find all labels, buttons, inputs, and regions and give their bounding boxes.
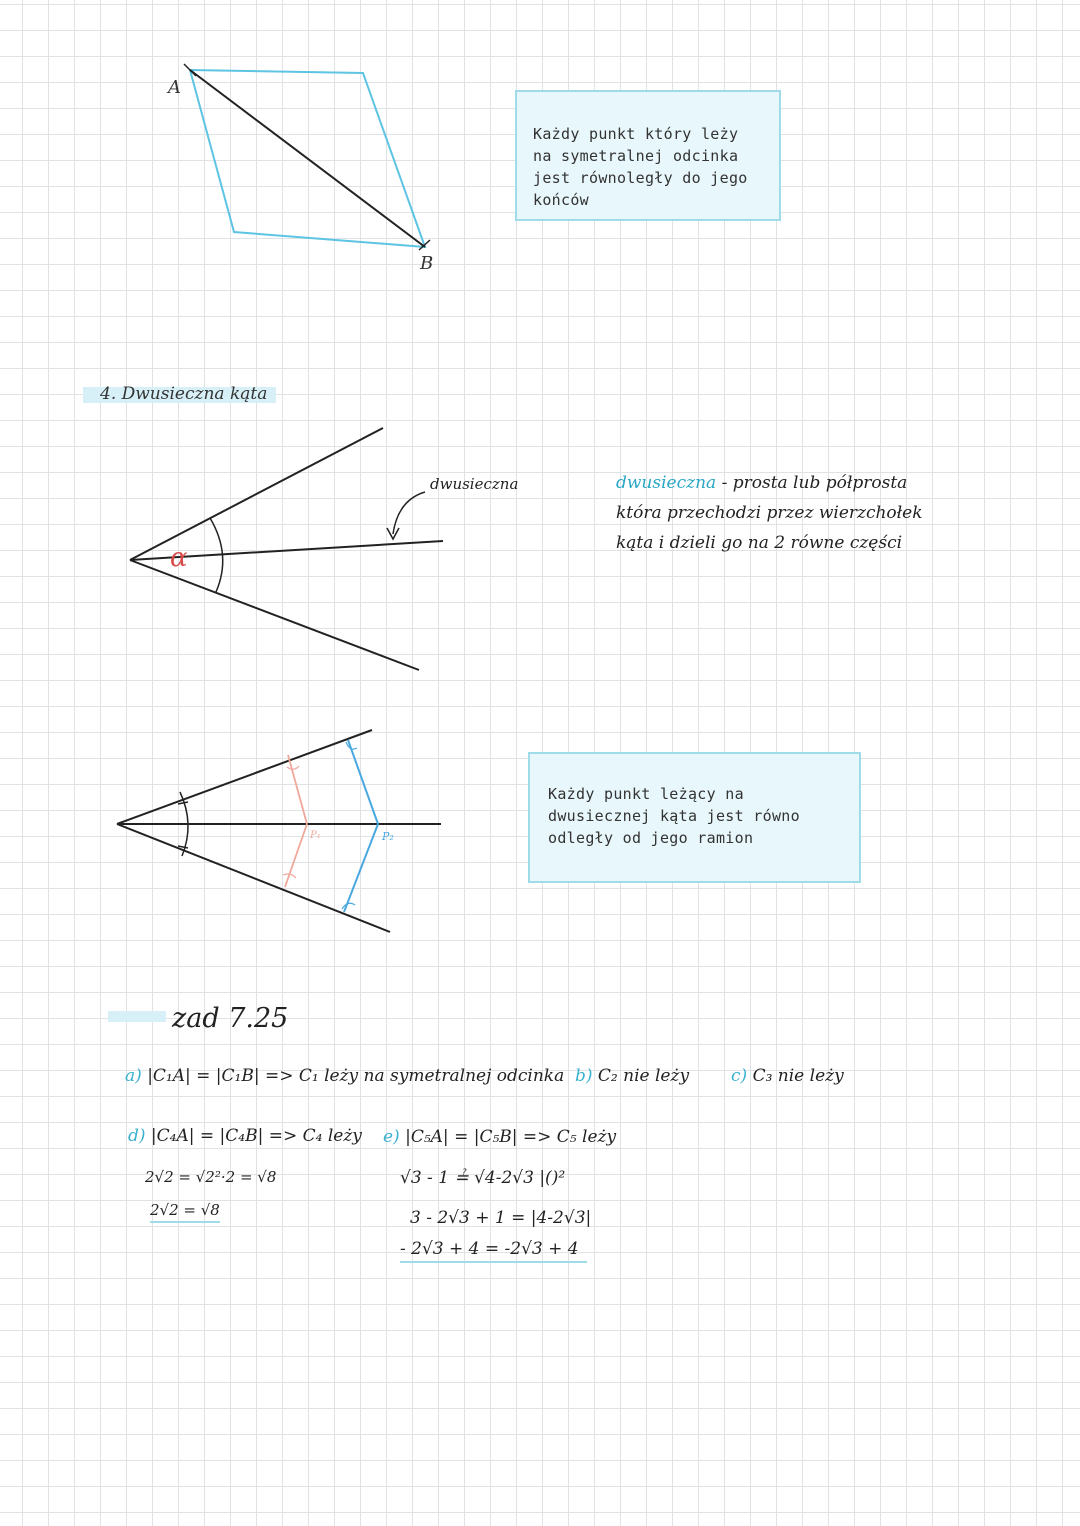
angle3-arm-upper [117, 730, 372, 824]
right-angle-p2-lower [342, 903, 355, 909]
info-box-bisector [528, 752, 861, 883]
definition-term: dwusieczna [616, 473, 717, 493]
task-e [383, 1127, 616, 1147]
task-d-label: d) [128, 1126, 146, 1146]
segment-ab [190, 70, 425, 247]
angle-alpha: α [170, 543, 188, 573]
task-d-text: |C₄A| = |C₄B| => C₄ leży [150, 1126, 362, 1146]
task-e-line3: 3 - 2√3 + 1 = |4-2√3| [410, 1208, 592, 1228]
angle-arm-lower [130, 560, 419, 670]
task-a-text: |C₁A| = |C₁B| => C₁ leży na symetralnej odcinka [147, 1066, 565, 1086]
tick-b [419, 240, 430, 250]
info-box-bisector-text: Każdy punkt leżący na dwusiecznej kąta jest równo odległy od jego ramion [548, 785, 800, 847]
task-e-label: e) [383, 1127, 400, 1147]
arrow-curve [393, 492, 425, 534]
task-c [731, 1066, 844, 1086]
task-d [128, 1126, 362, 1146]
task-b [575, 1066, 689, 1086]
task-highlight [108, 1011, 166, 1022]
arrow-label: dwusieczna [430, 475, 519, 493]
point-p2-label: P₂ [382, 830, 394, 843]
task-d-line3: 2√2 = √8 [150, 1201, 220, 1223]
task-e-line2: √3 - 1 ≟ √4-2√3 |()² [400, 1168, 566, 1188]
task-b-label: b) [575, 1066, 593, 1086]
definition-text [616, 468, 946, 558]
task-d-line2: 2√2 = √2²·2 = √8 [145, 1168, 277, 1186]
right-angle-p1-upper [287, 766, 299, 769]
section-heading: 4. Dwusieczna kąta [100, 384, 268, 404]
task-e-line4: - 2√3 + 4 = -2√3 + 4 [400, 1239, 587, 1263]
angle3-arm-lower [117, 824, 390, 932]
task-c-label: c) [731, 1066, 748, 1086]
label-a: A [168, 77, 181, 98]
task-a-label: a) [125, 1066, 142, 1086]
perp-p1-upper [288, 755, 307, 824]
task-e-text: |C₅A| = |C₅B| => C₅ leży [405, 1127, 617, 1147]
task-a [125, 1066, 564, 1086]
angle-arm-upper [130, 428, 383, 560]
label-b: B [420, 253, 434, 274]
info-box-symmetric-text: Każdy punkt który leży na symetralnej odcinka jest równoległy do jego końców [533, 125, 748, 209]
perp-p2-lower [344, 824, 378, 912]
task-c-text: C₃ nie leży [752, 1066, 844, 1086]
info-box-symmetric [515, 90, 781, 221]
task-title: zad 7.25 [172, 1003, 289, 1034]
task-b-text: C₂ nie leży [597, 1066, 690, 1086]
angle3-tick-upper [178, 802, 188, 804]
point-p1-label: P₁ [310, 830, 321, 841]
definition-rest: - prosta lub półprosta która przechodzi przez wierzchołek kąta i dzieli go na 2 równe części [616, 473, 923, 553]
perp-p2-upper [348, 740, 378, 824]
